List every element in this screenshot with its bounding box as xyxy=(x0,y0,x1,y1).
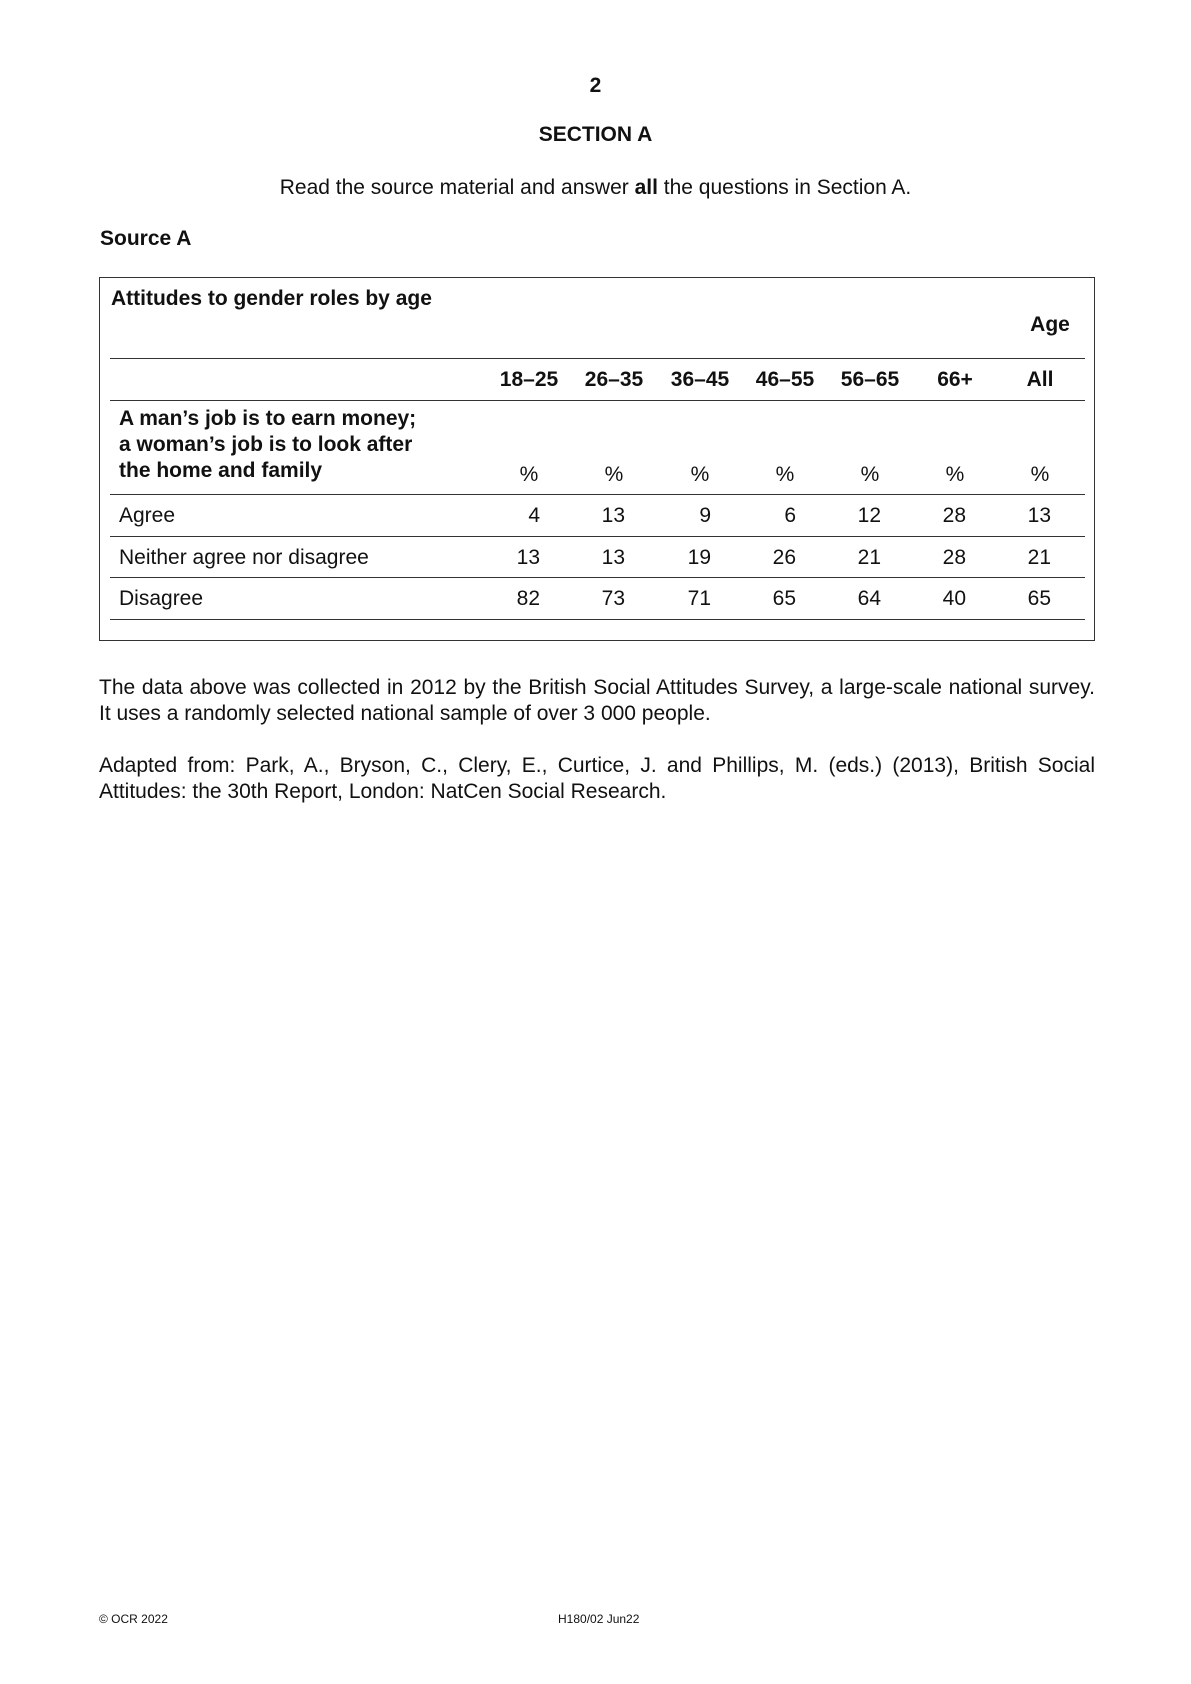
age-group-header: Age xyxy=(1030,313,1070,336)
column-header: 36–45 xyxy=(670,368,730,391)
instruction-after: the questions in Section A. xyxy=(657,176,912,199)
unit-label: % xyxy=(945,463,965,486)
table-cell: 4 xyxy=(528,504,540,527)
table-cell: 82 xyxy=(516,587,540,610)
table-cell: 65 xyxy=(1027,587,1051,610)
source-label: Source A xyxy=(100,227,192,250)
table-cell: 13 xyxy=(516,546,540,569)
unit-label: % xyxy=(1030,463,1050,486)
question-line: the home and family xyxy=(119,459,323,482)
footer-paper-code: H180/02 Jun22 xyxy=(558,1612,640,1626)
table-cell: 26 xyxy=(772,546,796,569)
unit-label: % xyxy=(519,463,539,486)
question-line: A man’s job is to earn money; xyxy=(119,407,417,430)
table-cell: 13 xyxy=(601,504,625,527)
column-header: 46–55 xyxy=(755,368,815,391)
table-cell: 21 xyxy=(857,546,881,569)
footer-copyright: © OCR 2022 xyxy=(99,1612,168,1626)
column-header: 56–65 xyxy=(840,368,900,391)
table-cell: 13 xyxy=(1027,504,1051,527)
instruction-bold: all xyxy=(634,176,658,199)
source-citation: Adapted from: Park, A., Bryson, C., Clery, E., Curtice, J. and Phillips, M. (eds.) (2013), British Social Attitudes: the 30th Report, London: NatCen Social Research. xyxy=(99,754,1095,803)
instruction-before: Read the source material and answer xyxy=(279,176,635,199)
column-header: 26–35 xyxy=(584,368,644,391)
table-cell: 13 xyxy=(601,546,625,569)
table-rule xyxy=(110,494,1085,495)
table-cell: 64 xyxy=(857,587,881,610)
table-cell: 12 xyxy=(857,504,881,527)
table-rule xyxy=(110,358,1085,359)
table-cell: 19 xyxy=(687,546,711,569)
row-label-disagree: Disagree xyxy=(119,587,204,610)
table-cell: 21 xyxy=(1027,546,1051,569)
row-label-agree: Agree xyxy=(119,504,176,527)
table-cell: 40 xyxy=(942,587,966,610)
unit-label: % xyxy=(604,463,624,486)
column-header: 18–25 xyxy=(499,368,559,391)
section-title: SECTION A xyxy=(538,123,653,146)
table-title: Attitudes to gender roles by age xyxy=(111,287,432,310)
page-number: 2 xyxy=(589,74,602,97)
unit-label: % xyxy=(690,463,710,486)
unit-label: % xyxy=(860,463,880,486)
table-rule xyxy=(110,536,1085,537)
table-cell: 6 xyxy=(784,504,796,527)
unit-label: % xyxy=(775,463,795,486)
table-cell: 65 xyxy=(772,587,796,610)
instruction-text xyxy=(0,176,1191,200)
table-rule xyxy=(110,577,1085,578)
row-label-neither: Neither agree nor disagree xyxy=(119,546,369,569)
source-description: The data above was collected in 2012 by the British Social Attitudes Survey, a large-scale national survey. It uses a randomly selected national sample of over 3 000 people. xyxy=(99,676,1095,725)
question-line: a woman’s job is to look after xyxy=(119,433,413,456)
column-header: All xyxy=(1026,368,1054,391)
table-rule xyxy=(110,619,1085,620)
table-cell: 71 xyxy=(687,587,711,610)
table-cell: 73 xyxy=(601,587,625,610)
column-header: 66+ xyxy=(937,368,973,391)
table-rule xyxy=(110,400,1085,401)
table-cell: 28 xyxy=(942,546,966,569)
table-cell: 28 xyxy=(942,504,966,527)
question-label xyxy=(119,406,416,484)
table-cell: 9 xyxy=(699,504,711,527)
